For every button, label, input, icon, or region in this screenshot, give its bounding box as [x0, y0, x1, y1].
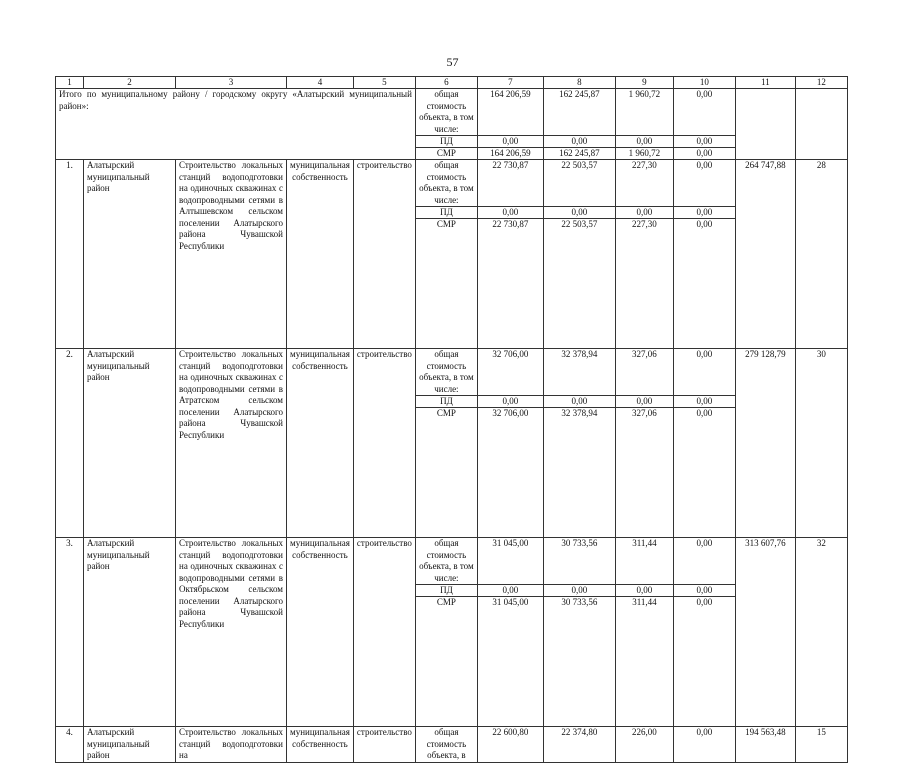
pd-10: 0,00: [673, 585, 735, 597]
summary-total-7: 164 206,59: [477, 89, 543, 136]
smr-9: 311,44: [615, 597, 673, 609]
total-9: 227,30: [615, 160, 673, 207]
pd-8: 0,00: [543, 207, 615, 219]
col-header-6: 6: [415, 77, 477, 89]
page-number: 57: [446, 55, 459, 69]
smr-label: СМР: [415, 408, 477, 420]
col-header-2: 2: [84, 77, 176, 89]
total-10: 0,00: [673, 727, 735, 763]
table-row-2-total: [56, 349, 848, 396]
pd-8: 0,00: [543, 396, 615, 408]
col-header-1: 1: [56, 77, 84, 89]
value-11: 194 563,48: [735, 727, 795, 763]
summary-pd-label: ПД: [415, 136, 477, 148]
smr-7: 22 730,87: [477, 219, 543, 231]
summary-pd-7: 0,00: [477, 136, 543, 148]
summary-total-10: 0,00: [673, 89, 735, 136]
ownership-cell: муниципальная собственность: [287, 160, 354, 349]
object-cell: Строительство локальных станций водоподготовки на одиночных скважинах с водопроводными сетями в Атратском сельском поселении Алатырского района Чувашской Республики: [176, 349, 287, 538]
ownership-cell: муниципальная собственность: [287, 538, 354, 727]
pd-8: 0,00: [543, 585, 615, 597]
summary-pd-10: 0,00: [673, 136, 735, 148]
total-10: 0,00: [673, 349, 735, 396]
total-8: 32 378,94: [543, 349, 615, 396]
summary-smr-label: СМР: [415, 148, 477, 160]
value-12: 32: [795, 538, 847, 727]
district-cell: Алатырский муниципальный район: [84, 160, 176, 349]
summary-cell-12: [795, 89, 847, 160]
pd-9: 0,00: [615, 207, 673, 219]
summary-smr-8: 162 245,87: [543, 148, 615, 160]
summary-label: Итого по муниципальному району / городскому округу «Алатырский муниципальный район»:: [56, 89, 416, 160]
value-12: 30: [795, 349, 847, 538]
district-cell: Алатырский муниципальный район: [84, 538, 176, 727]
table-row-3-total: [56, 538, 848, 585]
total-8: 30 733,56: [543, 538, 615, 585]
total-label: общая стоимость объекта, в том числе:: [415, 538, 477, 585]
table-row-1-total: [56, 160, 848, 207]
col-header-9: 9: [615, 77, 673, 89]
total-10: 0,00: [673, 160, 735, 207]
row-number: 2.: [56, 349, 84, 538]
total-7: 22 600,80: [477, 727, 543, 763]
ownership-cell: муниципальная собственность: [287, 349, 354, 538]
row-number: 1.: [56, 160, 84, 349]
pd-9: 0,00: [615, 585, 673, 597]
total-7: 31 045,00: [477, 538, 543, 585]
object-cell: Строительство локальных станций водоподготовки на: [176, 727, 287, 763]
pd-10: 0,00: [673, 207, 735, 219]
total-label: общая стоимость объекта, в: [415, 727, 477, 763]
smr-9: 227,30: [615, 219, 673, 231]
object-cell: Строительство локальных станций водоподготовки на одиночных скважинах с водопроводными сетями в Октябрьском сельском поселении Алатырского района Чувашской Республики: [176, 538, 287, 727]
col-header-5: 5: [353, 77, 415, 89]
col-header-4: 4: [287, 77, 354, 89]
summary-total-label: общая стоимость объекта, в том числе:: [415, 89, 477, 136]
total-label: общая стоимость объекта, в том числе:: [415, 349, 477, 396]
pd-label: ПД: [415, 207, 477, 219]
column-number-row: [56, 77, 848, 89]
table-row-4-total: [56, 727, 848, 763]
total-9: 226,00: [615, 727, 673, 763]
smr-label: СМР: [415, 219, 477, 231]
value-11: 264 747,88: [735, 160, 795, 349]
work-type-cell: строительство: [353, 160, 415, 349]
total-8: 22 374,80: [543, 727, 615, 763]
col-header-8: 8: [543, 77, 615, 89]
smr-9: 327,06: [615, 408, 673, 420]
total-9: 311,44: [615, 538, 673, 585]
total-8: 22 503,57: [543, 160, 615, 207]
pd-label: ПД: [415, 585, 477, 597]
smr-10: 0,00: [673, 597, 735, 609]
smr-8: 22 503,57: [543, 219, 615, 231]
row-number: 4.: [56, 727, 84, 763]
summary-smr-7: 164 206,59: [477, 148, 543, 160]
smr-10: 0,00: [673, 408, 735, 420]
value-12: 28: [795, 160, 847, 349]
col-header-7: 7: [477, 77, 543, 89]
pd-7: 0,00: [477, 207, 543, 219]
smr-7: 32 706,00: [477, 408, 543, 420]
value-11: 313 607,76: [735, 538, 795, 727]
smr-7: 31 045,00: [477, 597, 543, 609]
district-cell: Алатырский муниципальный район: [84, 349, 176, 538]
value-11: 279 128,79: [735, 349, 795, 538]
value-12: 15: [795, 727, 847, 763]
col-header-11: 11: [735, 77, 795, 89]
summary-total-9: 1 960,72: [615, 89, 673, 136]
summary-cell-11: [735, 89, 795, 160]
total-10: 0,00: [673, 538, 735, 585]
smr-8: 32 378,94: [543, 408, 615, 420]
pd-7: 0,00: [477, 585, 543, 597]
summary-smr-9: 1 960,72: [615, 148, 673, 160]
ownership-cell: муниципальная собственность: [287, 727, 354, 763]
district-cell: Алатырский муниципальный район: [84, 727, 176, 763]
summary-smr-10: 0,00: [673, 148, 735, 160]
work-type-cell: строительство: [353, 538, 415, 727]
smr-8: 30 733,56: [543, 597, 615, 609]
col-header-12: 12: [795, 77, 847, 89]
object-cell: Строительство локальных станций водоподготовки на одиночных скважинах с водопроводными сетями в Алтышевском сельском поселении Алатырского района Чувашской Республики: [176, 160, 287, 349]
smr-10: 0,00: [673, 219, 735, 231]
summary-pd-9: 0,00: [615, 136, 673, 148]
work-type-cell: строительство: [353, 727, 415, 763]
total-7: 22 730,87: [477, 160, 543, 207]
investment-table: [55, 76, 848, 763]
pd-9: 0,00: [615, 396, 673, 408]
summary-pd-8: 0,00: [543, 136, 615, 148]
pd-label: ПД: [415, 396, 477, 408]
row-number: 3.: [56, 538, 84, 727]
col-header-10: 10: [673, 77, 735, 89]
pd-10: 0,00: [673, 396, 735, 408]
total-9: 327,06: [615, 349, 673, 396]
work-type-cell: строительство: [353, 349, 415, 538]
total-label: общая стоимость объекта, в том числе:: [415, 160, 477, 207]
smr-label: СМР: [415, 597, 477, 609]
summary-total-row: [56, 89, 848, 136]
total-7: 32 706,00: [477, 349, 543, 396]
col-header-3: 3: [176, 77, 287, 89]
summary-total-8: 162 245,87: [543, 89, 615, 136]
pd-7: 0,00: [477, 396, 543, 408]
